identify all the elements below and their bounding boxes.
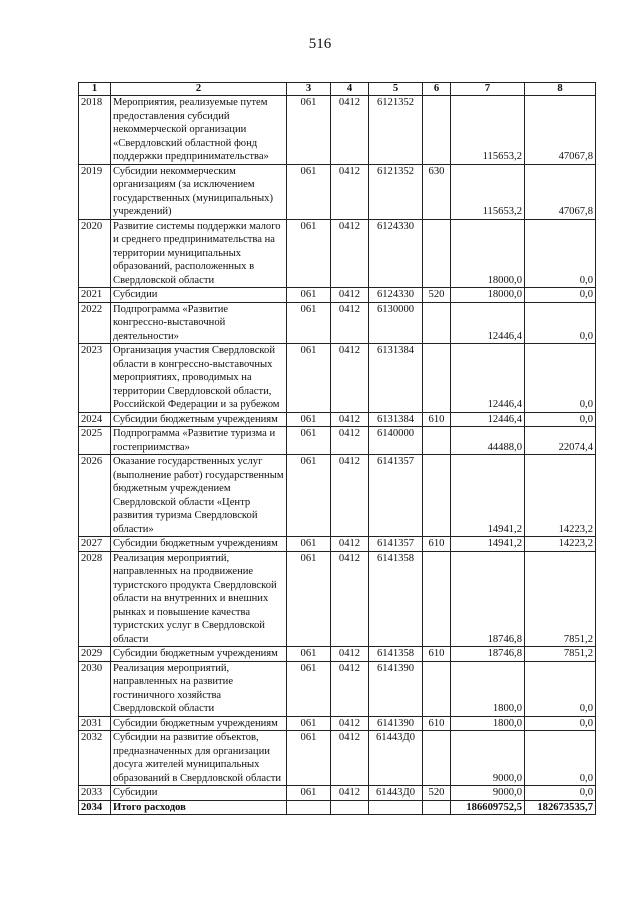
col-header-8: 8 [525, 83, 596, 96]
row-value-col7: 18746,8 [451, 551, 525, 647]
row-code-ministry: 061 [287, 455, 331, 537]
row-code-section: 0412 [331, 647, 369, 662]
row-code-ministry: 061 [287, 537, 331, 552]
row-code-ministry: 061 [287, 716, 331, 731]
row-code-target: 6124330 [369, 219, 423, 288]
row-value-col7: 18000,0 [451, 288, 525, 303]
row-code-section: 0412 [331, 288, 369, 303]
row-description: Субсидии бюджетным учреждениям [111, 412, 287, 427]
row-code-section: 0412 [331, 219, 369, 288]
row-value-col8: 7851,2 [525, 647, 596, 662]
row-number: 2028 [79, 551, 111, 647]
row-code-expense-type: 520 [423, 288, 451, 303]
row-code-ministry: 061 [287, 288, 331, 303]
row-number: 2018 [79, 96, 111, 165]
row-description: Субсидии бюджетным учреждениям [111, 716, 287, 731]
row-value-col8: 0,0 [525, 716, 596, 731]
table-row [79, 455, 596, 537]
row-value-col8: 0,0 [525, 344, 596, 413]
row-description: Развитие системы поддержки малого и среднего предпринимательства на территории муниципальных образований, расположенных в Свердловской области [111, 219, 287, 288]
table-row [79, 786, 596, 801]
row-value-col7: 115653,2 [451, 96, 525, 165]
total-label: Итого расходов [111, 800, 287, 815]
row-code-ministry: 061 [287, 344, 331, 413]
row-code-target: 6141357 [369, 537, 423, 552]
total-c3 [287, 800, 331, 815]
row-code-section: 0412 [331, 731, 369, 786]
row-value-col7: 12446,4 [451, 344, 525, 413]
row-description: Мероприятия, реализуемые путем предоставления субсидий некоммерческой организации «Свердловский областной фонд поддержки предпринимательства» [111, 96, 287, 165]
row-code-expense-type [423, 661, 451, 716]
row-code-ministry: 061 [287, 96, 331, 165]
row-value-col8: 14223,2 [525, 455, 596, 537]
row-value-col8: 47067,8 [525, 164, 596, 219]
table-row [79, 731, 596, 786]
table-row [79, 288, 596, 303]
row-description: Организация участия Свердловской области в конгрессно-выставочных мероприятиях, проводимых на территории Свердловской области, Российской Федерации и за рубежом [111, 344, 287, 413]
total-c5 [369, 800, 423, 815]
row-code-expense-type: 630 [423, 164, 451, 219]
row-code-section: 0412 [331, 716, 369, 731]
row-value-col8: 47067,8 [525, 96, 596, 165]
row-code-target: 6141390 [369, 661, 423, 716]
row-value-col7: 18000,0 [451, 219, 525, 288]
total-row [79, 800, 596, 815]
row-code-ministry: 061 [287, 164, 331, 219]
budget-table [78, 82, 596, 815]
row-code-expense-type [423, 302, 451, 344]
col-header-2: 2 [111, 83, 287, 96]
row-code-expense-type: 610 [423, 537, 451, 552]
row-code-target: 6141390 [369, 716, 423, 731]
row-number: 2032 [79, 731, 111, 786]
row-number: 2021 [79, 288, 111, 303]
row-code-section: 0412 [331, 412, 369, 427]
row-value-col7: 44488,0 [451, 427, 525, 455]
table-row [79, 412, 596, 427]
table-row [79, 219, 596, 288]
row-code-target: 6121352 [369, 96, 423, 165]
row-description: Подпрограмма «Развитие конгрессно-выставочной деятельности» [111, 302, 287, 344]
row-number: 2030 [79, 661, 111, 716]
row-value-col7: 115653,2 [451, 164, 525, 219]
row-code-target: 6141357 [369, 455, 423, 537]
row-code-expense-type [423, 455, 451, 537]
row-code-section: 0412 [331, 551, 369, 647]
row-value-col8: 0,0 [525, 219, 596, 288]
row-code-expense-type [423, 427, 451, 455]
row-value-col8: 0,0 [525, 731, 596, 786]
col-header-4: 4 [331, 83, 369, 96]
row-value-col8: 0,0 [525, 786, 596, 801]
row-number: 2022 [79, 302, 111, 344]
row-code-section: 0412 [331, 302, 369, 344]
row-value-col7: 14941,2 [451, 537, 525, 552]
table-row [79, 537, 596, 552]
row-code-section: 0412 [331, 537, 369, 552]
row-value-col7: 9000,0 [451, 731, 525, 786]
table-row [79, 647, 596, 662]
table-row [79, 661, 596, 716]
row-code-ministry: 061 [287, 412, 331, 427]
row-code-target: 6141358 [369, 647, 423, 662]
row-code-expense-type [423, 219, 451, 288]
row-value-col8: 0,0 [525, 302, 596, 344]
row-description: Субсидии [111, 786, 287, 801]
row-code-target: 6141358 [369, 551, 423, 647]
col-header-7: 7 [451, 83, 525, 96]
table-body [79, 96, 596, 815]
row-code-expense-type [423, 344, 451, 413]
table-row [79, 551, 596, 647]
row-value-col8: 22074,4 [525, 427, 596, 455]
page-number: 516 [308, 36, 332, 52]
row-code-ministry: 061 [287, 786, 331, 801]
row-value-col8: 7851,2 [525, 551, 596, 647]
row-value-col7: 12446,4 [451, 412, 525, 427]
row-code-section: 0412 [331, 455, 369, 537]
row-number: 2029 [79, 647, 111, 662]
row-value-col7: 1800,0 [451, 716, 525, 731]
row-value-col8: 0,0 [525, 288, 596, 303]
total-value-col8: 182673535,7 [525, 800, 596, 815]
row-code-ministry: 061 [287, 551, 331, 647]
total-c4 [331, 800, 369, 815]
row-value-col7: 14941,2 [451, 455, 525, 537]
table-row [79, 427, 596, 455]
row-code-ministry: 061 [287, 302, 331, 344]
row-number: 2027 [79, 537, 111, 552]
table-row [79, 164, 596, 219]
row-code-expense-type: 610 [423, 716, 451, 731]
row-code-section: 0412 [331, 344, 369, 413]
row-code-target: 61443Д0 [369, 786, 423, 801]
row-code-target: 6121352 [369, 164, 423, 219]
row-number: 2026 [79, 455, 111, 537]
row-value-col8: 0,0 [525, 661, 596, 716]
row-value-col8: 14223,2 [525, 537, 596, 552]
row-description: Субсидии бюджетным учреждениям [111, 647, 287, 662]
total-c6 [423, 800, 451, 815]
table-row [79, 344, 596, 413]
row-code-ministry: 061 [287, 731, 331, 786]
row-code-section: 0412 [331, 427, 369, 455]
row-description: Реализация мероприятий, направленных на развитие гостиничного хозяйства Свердловской области [111, 661, 287, 716]
row-description: Субсидии некоммерческим организациям (за исключением государственных (муниципальных) учреждений) [111, 164, 287, 219]
row-value-col7: 1800,0 [451, 661, 525, 716]
row-code-ministry: 061 [287, 219, 331, 288]
row-number: 2024 [79, 412, 111, 427]
row-code-expense-type [423, 551, 451, 647]
row-code-expense-type [423, 96, 451, 165]
row-description: Оказание государственных услуг (выполнение работ) государственным бюджетным учреждением Свердловской области «Центр развития туризма Свердловской области» [111, 455, 287, 537]
row-code-ministry: 061 [287, 647, 331, 662]
row-code-target: 6124330 [369, 288, 423, 303]
row-code-expense-type: 610 [423, 647, 451, 662]
row-value-col8: 0,0 [525, 412, 596, 427]
row-code-expense-type: 520 [423, 786, 451, 801]
col-header-5: 5 [369, 83, 423, 96]
table-row [79, 716, 596, 731]
row-value-col7: 12446,4 [451, 302, 525, 344]
row-code-section: 0412 [331, 164, 369, 219]
header-row [79, 83, 596, 96]
row-code-expense-type: 610 [423, 412, 451, 427]
row-value-col7: 18746,8 [451, 647, 525, 662]
row-code-expense-type [423, 731, 451, 786]
col-header-6: 6 [423, 83, 451, 96]
row-description: Подпрограмма «Развитие туризма и гостеприимства» [111, 427, 287, 455]
row-code-section: 0412 [331, 661, 369, 716]
row-number: 2033 [79, 786, 111, 801]
row-number: 2031 [79, 716, 111, 731]
row-value-col7: 9000,0 [451, 786, 525, 801]
row-number: 2019 [79, 164, 111, 219]
table-row [79, 302, 596, 344]
row-code-ministry: 061 [287, 661, 331, 716]
row-code-target: 6130000 [369, 302, 423, 344]
row-code-section: 0412 [331, 786, 369, 801]
row-code-ministry: 061 [287, 427, 331, 455]
row-code-target: 61443Д0 [369, 731, 423, 786]
row-description: Субсидии бюджетным учреждениям [111, 537, 287, 552]
row-number: 2025 [79, 427, 111, 455]
total-value-col7: 186609752,5 [451, 800, 525, 815]
row-number: 2023 [79, 344, 111, 413]
total-number: 2034 [79, 800, 111, 815]
row-number: 2020 [79, 219, 111, 288]
row-code-target: 6140000 [369, 427, 423, 455]
col-header-1: 1 [79, 83, 111, 96]
row-code-target: 6131384 [369, 412, 423, 427]
row-description: Субсидии [111, 288, 287, 303]
row-code-section: 0412 [331, 96, 369, 165]
table-row [79, 96, 596, 165]
row-description: Субсидии на развитие объектов, предназначенных для организации досуга жителей муниципальных образований в Свердловской области [111, 731, 287, 786]
row-description: Реализация мероприятий, направленных на продвижение туристского продукта Свердловской области на внутренних и внешних рынках и повышение качества туристских услуг в Свердловской области [111, 551, 287, 647]
row-code-target: 6131384 [369, 344, 423, 413]
col-header-3: 3 [287, 83, 331, 96]
